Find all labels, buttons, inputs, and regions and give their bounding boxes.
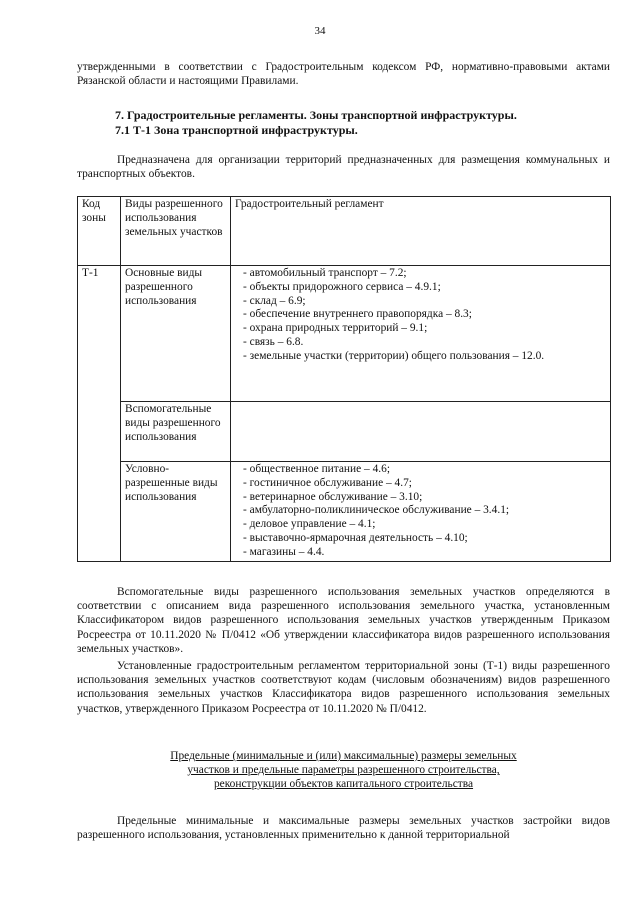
section-heading: 7. Градостроительные регламенты. Зоны транспортной инфраструктуры.	[115, 108, 517, 122]
aux-uses-label: Вспомогательные виды разрешенного использования	[121, 402, 231, 462]
list-item: - автомобильный транспорт – 7.2;	[243, 267, 407, 279]
list-item: - магазины – 4.4.	[243, 545, 325, 558]
subheading-line: реконструкции объектов капитального строительства	[213, 778, 474, 791]
conditional-uses-label: Условно-разрешенные виды использования	[121, 462, 231, 562]
list-item: - ветеринарное обслуживание – 3.10;	[243, 490, 423, 503]
table-row	[78, 462, 611, 562]
main-uses-list-cell	[231, 266, 611, 402]
aux-uses-cell	[231, 402, 611, 462]
header-regulation: Градостроительный регламент	[231, 197, 611, 266]
list-item: - амбулаторно-поликлиническое обслуживание – 3.4.1;	[243, 504, 510, 517]
list-item: - обеспечение внутреннего правопорядка – 8.3;	[243, 308, 472, 321]
table-header-row	[78, 197, 611, 266]
table-row	[78, 266, 611, 402]
page-number: 34	[314, 25, 326, 37]
codes-paragraph: Установленные градостроительным регламентом территориальной зоны (Т-1) виды разрешенного использования земельных участков соответствуют кодам (числовым обозначениям) видов разрешенного использования земельных участков Классификатора видов разрешенного использования земельных участков, утвержденного Приказом Росреестра от 10.11.2020 № П/0412.	[77, 660, 610, 715]
conditional-uses-list-cell	[231, 462, 611, 562]
subheading-line: Предельные (минимальные и (или) максимальные) размеры земельных	[170, 750, 517, 762]
regulation-table	[77, 196, 611, 562]
list-item: - склад – 6.9;	[243, 294, 306, 307]
header-zone-code: Код зоны	[78, 197, 121, 266]
list-item: - охрана природных территорий – 9.1;	[243, 322, 428, 335]
main-uses-label: Основные виды разрешенного использования	[121, 266, 231, 402]
list-item: - гостиничное обслуживание – 4.7;	[243, 476, 412, 489]
intro-paragraph: утвержденными в соответствии с Градостроительным кодексом РФ, нормативно-правовыми актами Рязанской области и настоящими Правилами.	[77, 61, 610, 88]
list-item: - выставочно-ярмарочная деятельность – 4.10;	[243, 531, 468, 544]
final-paragraph: Предельные минимальные и максимальные размеры земельных участков застройки видов разрешенного использования, установленных применительно к данной территориальной	[77, 815, 610, 842]
zone-code-cell: Т-1	[78, 266, 121, 562]
aux-uses-paragraph: Вспомогательные виды разрешенного использования земельных участков определяются в соответствии с описанием вида разрешенного использования земельного участка, установленным Классификатором видов разрешенного использования земельных участков утвержденным Приказом Росреестра от 10.11.2020 № П/0412 «Об утверждении классификатора видов разрешенного использования земельных участков».	[77, 586, 610, 655]
purpose-paragraph: Предназначена для организации территорий предназначенных для размещения коммунальных и транспортных объектов.	[77, 154, 610, 181]
table-row	[78, 402, 611, 462]
list-item: - общественное питание – 4.6;	[243, 463, 390, 475]
limits-subheading	[77, 749, 610, 792]
list-item: - объекты придорожного сервиса – 4.9.1;	[243, 280, 441, 293]
header-use-types: Виды разрешенного использования земельных участков	[121, 197, 231, 266]
list-item: - деловое управление – 4.1;	[243, 518, 376, 531]
subsection-heading: 7.1 Т-1 Зона транспортной инфраструктуры.	[115, 123, 358, 137]
subheading-line: участков и предельные параметры разрешенного строительства,	[187, 764, 500, 777]
list-item: - земельные участки (территории) общего пользования – 12.0.	[243, 349, 545, 362]
list-item: - связь – 6.8.	[243, 335, 304, 348]
